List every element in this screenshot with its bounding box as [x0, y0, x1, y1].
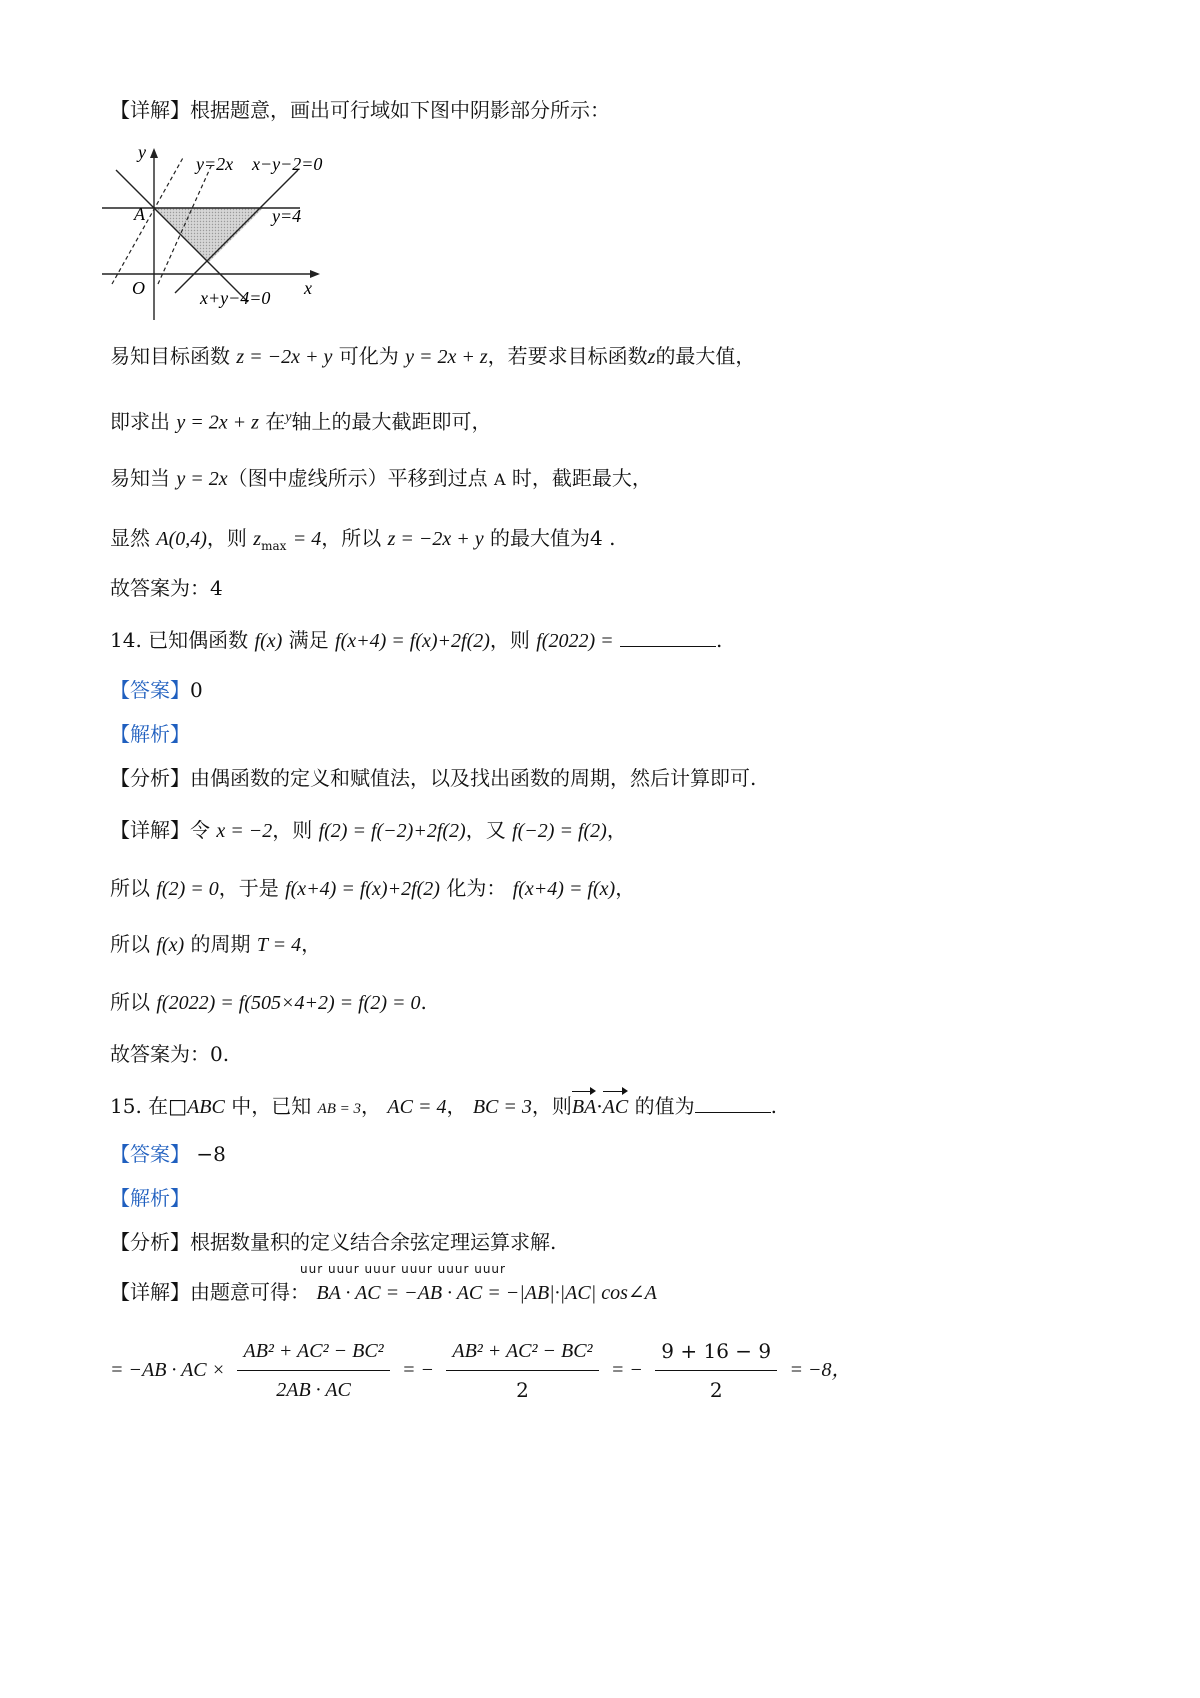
- text: 满足: [288, 628, 329, 652]
- text: 显然: [110, 526, 150, 550]
- equation: f(2022) = f(505×4+2) = f(2) = 0: [156, 992, 421, 1014]
- point-label: A: [493, 470, 506, 489]
- vector-ba: BA: [572, 1093, 596, 1121]
- p15-stem: 15. 在□ABC 中，已知 AB = 3， AC = 4， BC = 3，则BA·AC 的值为 .: [110, 1092, 777, 1123]
- text: 所以: [110, 990, 150, 1014]
- text: 的周期: [190, 932, 251, 956]
- fenxi-label: 【分析】: [110, 766, 190, 790]
- equation: AC = 4: [387, 1096, 447, 1118]
- fraction-3: [655, 1336, 777, 1405]
- operator: = −: [402, 1359, 435, 1381]
- p13-answer-line: 故答案为：4: [110, 576, 223, 600]
- p14-detail-1: [110, 816, 627, 845]
- x-axis-label: x: [304, 278, 312, 298]
- p14-detail-2: [110, 874, 635, 903]
- label-x-plus-y: x+y−4=0: [200, 288, 271, 308]
- equation: f(2) = f(−2)+2f(2): [318, 820, 466, 842]
- p13-line1: [110, 342, 755, 371]
- text: 可化为: [338, 344, 399, 368]
- text: .: [609, 526, 616, 550]
- text: ，所以: [321, 526, 382, 550]
- text: 轴上的最大截距即可，: [291, 409, 492, 434]
- value: 4: [589, 526, 603, 550]
- equation: f(x+4) = f(x): [512, 878, 616, 900]
- numerator: AB² + AC² − BC²: [237, 1336, 389, 1371]
- text: ，则: [489, 628, 530, 652]
- answer-blank: [620, 628, 716, 647]
- question-expression: f(2022) =: [536, 630, 614, 652]
- answer-blank: [695, 1094, 771, 1113]
- denominator: 2: [709, 1378, 723, 1402]
- label-y-4: y=4: [272, 206, 302, 226]
- point-a-label: A: [134, 204, 145, 224]
- text: ，若要求目标函数: [487, 344, 648, 368]
- answer-label: 【答案】: [110, 1142, 190, 1166]
- label-x-minus-y: x−y−2=0: [252, 154, 323, 174]
- y-axis-label: y: [138, 148, 146, 162]
- text: 的最大值为: [489, 526, 590, 550]
- equation: z = −2x + y: [387, 528, 484, 550]
- question-number: 14. 已知偶函数: [110, 628, 249, 652]
- text: 化为：: [446, 876, 507, 900]
- p15-fenxi: [110, 1228, 556, 1256]
- fenxi-text: 根据数量积的定义结合余弦定理运算求解.: [190, 1230, 557, 1254]
- text: .: [770, 1094, 777, 1118]
- text: 由题意可得：: [190, 1280, 310, 1304]
- text: 中，已知: [231, 1094, 312, 1118]
- question-number: 15. 在: [110, 1094, 169, 1118]
- operator: = −: [610, 1359, 643, 1381]
- triangle-name: ABC: [187, 1096, 225, 1118]
- detail-text: 根据题意，画出可行域如下图中阴影部分所示：: [190, 98, 610, 122]
- text: ，则: [206, 526, 247, 550]
- equation: y = 2x: [176, 468, 228, 490]
- variable: z: [647, 346, 656, 368]
- function: f(x): [254, 630, 283, 652]
- detail-label: 【详解】: [110, 1280, 190, 1304]
- answer-value: 0: [190, 678, 203, 702]
- text: 时，截距最大，: [511, 466, 652, 490]
- triangle-symbol: □: [168, 1094, 188, 1118]
- dot: ·: [596, 1094, 603, 1118]
- function: f(x): [156, 934, 185, 956]
- answer-label: 【答案】: [110, 678, 190, 702]
- p14-stem: [110, 626, 722, 655]
- equation: BA · AC = −AB · AC = −|AB|·|AC| cos∠A: [316, 1282, 657, 1304]
- shaded-region: [154, 208, 263, 263]
- text: （图中虚线所示）平移到过点: [227, 466, 488, 490]
- answer-value: −8: [196, 1142, 226, 1166]
- text: 所以: [110, 932, 150, 956]
- text: 的值为: [634, 1094, 695, 1118]
- text: .: [715, 628, 723, 652]
- equation: f(2) = 0: [156, 878, 219, 900]
- p14-answer: [110, 676, 203, 704]
- p15-detail-1: [110, 1278, 657, 1307]
- text: 易知当: [110, 466, 170, 490]
- equation: = 4: [292, 528, 322, 550]
- p13-line3: [110, 464, 652, 494]
- text: 易知目标函数: [110, 344, 230, 368]
- equation: = −AB · AC ×: [110, 1359, 226, 1381]
- p13-detail-line: [110, 96, 610, 124]
- p14-final: 故答案为：0.: [110, 1042, 230, 1066]
- origin-label: O: [132, 278, 145, 298]
- equation: y = 2x + z: [176, 411, 259, 434]
- p14-fenxi: [110, 764, 756, 792]
- text: ，则: [272, 818, 313, 842]
- equation: f(x+4) = f(x)+2f(2): [285, 878, 440, 900]
- text: ，: [301, 932, 322, 956]
- fenxi-text: 由偶函数的定义和赋值法，以及找出函数的周期，然后计算即可.: [190, 766, 757, 790]
- vector-arrow-artifact: uur uuur uuur uuur uuur uuur: [300, 1262, 506, 1276]
- equation: z = −2x + y: [236, 346, 333, 368]
- text: ，则: [531, 1094, 572, 1118]
- text: ，又: [465, 818, 506, 842]
- text: 所以: [110, 876, 150, 900]
- equation: T = 4: [256, 934, 302, 956]
- denominator: 2AB · AC: [276, 1379, 351, 1401]
- variable: z: [253, 528, 262, 550]
- point: A(0,4): [156, 528, 207, 550]
- fraction-1: [237, 1336, 389, 1405]
- numerator: AB² + AC² − BC²: [446, 1336, 598, 1371]
- p15-answer: [110, 1140, 226, 1168]
- p15-analysis-label: 【解析】: [110, 1186, 190, 1210]
- p13-line4: [110, 524, 615, 560]
- numerator: 9 + 16 − 9: [655, 1336, 777, 1371]
- detail-label: 【详解】: [110, 98, 190, 122]
- label-y-2x: y=2x: [196, 154, 234, 174]
- denominator: 2: [516, 1378, 529, 1402]
- detail-label: 【详解】: [110, 818, 190, 842]
- p14-detail-3: [110, 930, 321, 959]
- text: 在: [265, 409, 286, 434]
- p14-detail-4: [110, 988, 427, 1017]
- text: 的最大值，: [655, 344, 756, 368]
- y-axis-arrow-icon: [150, 148, 158, 158]
- variable: y: [285, 410, 292, 425]
- text: 令: [190, 818, 210, 842]
- subscript: max: [261, 539, 287, 553]
- text: ，: [606, 818, 627, 842]
- text: .: [420, 990, 427, 1014]
- p13-line2: [110, 404, 491, 437]
- x-axis-arrow-icon: [310, 270, 320, 278]
- equation: f(x+4) = f(x)+2f(2): [335, 630, 490, 652]
- fenxi-label: 【分析】: [110, 1230, 190, 1254]
- fraction-2: [446, 1336, 598, 1405]
- equation: BC = 3: [472, 1096, 532, 1118]
- feasible-region-figure: [100, 148, 340, 323]
- text: ，: [615, 876, 636, 900]
- text: 即求出: [110, 409, 170, 434]
- vector-ac: AC: [603, 1093, 629, 1121]
- equation: y = 2x + z: [405, 346, 488, 368]
- equation: f(−2) = f(2): [512, 820, 607, 842]
- p14-analysis-label: 【解析】: [110, 722, 190, 746]
- text: ，于是: [218, 876, 279, 900]
- equation: = −8，: [789, 1359, 852, 1381]
- equation: x = −2: [216, 820, 273, 842]
- equation: AB = 3: [317, 1101, 362, 1117]
- p15-detail-2: [110, 1336, 851, 1405]
